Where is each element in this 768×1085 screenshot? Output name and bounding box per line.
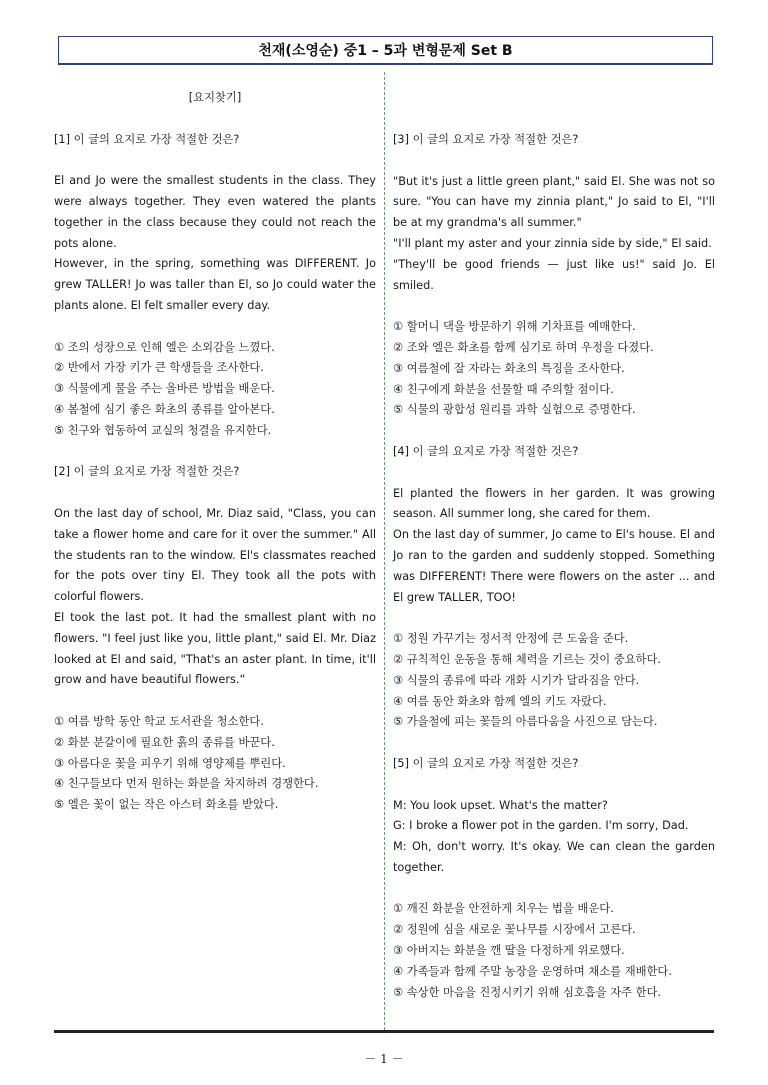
choice-2: ② 조와 엘은 화초를 함께 심기로 하며 우정을 다졌다. [393,340,654,354]
choice-3: ③ 아름다운 꽃을 피우기 위해 영양제를 뿌린다. [54,756,286,770]
choice-2: ② 반에서 가장 키가 큰 학생들을 조사한다. [54,361,264,375]
answer-choices [393,629,715,733]
question-1 [54,130,376,442]
answer-choices [393,317,715,421]
question-prompt: [1] 이 글의 요지로 가장 적절한 것은? [54,132,240,146]
passage [393,172,715,297]
choice-3: ③ 아버지는 화분을 깬 딸을 다정하게 위로했다. [393,944,625,958]
passage-paragraph: "But it's just a little green plant," said El. She was not so sure. "You can have my zinnia plant," Jo said to El, "I'll be at my grandma's all summer." [393,174,715,230]
choice-5: ⑤ 가을철에 피는 꽃들의 아름다움을 사진으로 담는다. [393,715,658,729]
choice-5: ⑤ 엘은 꽃이 없는 작은 아스터 화초를 받았다. [54,798,279,812]
passage-paragraph: "I'll plant my aster and your zinnia side by side," El said. [393,236,712,250]
passage-paragraph: M: Oh, don't worry. It's okay. We can clean the garden together. [393,840,715,874]
question-3 [393,130,715,421]
question-prompt: [5] 이 글의 요지로 가장 적절한 것은? [393,756,579,770]
answer-choices [54,712,376,816]
question-2 [54,462,376,816]
choice-1: ① 조의 성장으로 인해 엘은 소외감을 느꼈다. [54,340,275,354]
choice-2: ② 정원에 심을 새로운 꽃나무를 시장에서 고른다. [393,923,636,937]
choice-4: ④ 봄철에 심기 좋은 화초의 종류를 알아본다. [54,402,275,416]
choice-2: ② 규칙적인 운동을 통해 체력을 기르는 것이 중요하다. [393,652,662,666]
passage-paragraph: M: You look upset. What's the matter? [393,798,608,812]
passage-paragraph: El planted the flowers in her garden. It was growing season. All summer long, she cared for them. [393,486,715,521]
choice-2: ② 화분 분갈이에 필요한 흙의 종류를 바꾼다. [54,735,275,749]
question-prompt: [2] 이 글의 요지로 가장 적절한 것은? [54,465,240,479]
choice-4: ④ 친구에게 화분을 선물할 때 주의할 점이다. [393,382,614,396]
choice-1: ① 정원 가꾸기는 정서적 안정에 큰 도움을 준다. [393,632,629,646]
passage-paragraph: El and Jo were the smallest students in the class. They were always together. They even watered the plants together in the class because they could not reach the pots alone. [54,174,376,250]
page-title: 천재(소영순) 중1 – 5과 변형문제 Set B [58,36,713,65]
footer-rule [54,1030,714,1033]
question-prompt: [4] 이 글의 요지로 가장 적절한 것은? [393,444,579,458]
page-number: － 1 － [364,1052,404,1066]
choice-5: ⑤ 친구와 협동하여 교실의 청결을 유지한다. [54,423,272,437]
choice-4: ④ 여름 동안 화초와 함께 엘의 키도 자랐다. [393,694,607,708]
left-column [54,88,376,837]
passage-paragraph: However, in the spring, something was DIFFERENT. Jo grew TALLER! Jo was taller than El, so Jo could water the plants alone. El felt smaller every day. [54,257,376,312]
passage-paragraph: G: I broke a flower pot in the garden. I'm sorry, Dad. [393,819,689,833]
passage [54,504,376,691]
choice-5: ⑤ 속상한 마음을 진정시키기 위해 심호흡을 자주 한다. [393,985,662,999]
question-prompt: [3] 이 글의 요지로 가장 적절한 것은? [393,133,579,146]
choice-1: ① 할머니 댁을 방문하기 위해 기차표를 예매한다. [393,320,636,334]
passage-paragraph: El took the last pot. It had the smallest plant with no flowers. "I feel just like you, little plant," said El. Mr. Diaz looked at El and said, "That's an aster plant. In time, it'll grow and have beautiful flowers.“ [54,610,376,687]
question-4 [393,442,715,733]
right-column [393,130,715,1024]
column-divider [384,72,385,1030]
answer-choices [393,899,715,1003]
question-5 [393,754,715,1004]
passage-paragraph: On the last day of summer, Jo came to El's house. El and Jo ran to the garden and suddenly stopped. Something was DIFFERENT! There were flowers on the aster ... and El grew TALLER, TOO! [393,528,715,604]
passage-paragraph: "They'll be good friends — just like us!" said Jo. El smiled. [393,257,715,292]
passage [393,796,715,879]
choice-1: ① 깨진 화분을 안전하게 치우는 법을 배운다. [393,902,614,916]
answer-choices [54,338,376,442]
passage-paragraph: On the last day of school, Mr. Diaz said, "Class, you can take a flower home and care for it over the summer." All the students ran to the window. El's classmates reached for the pots over tiny El. They took all the pots with colorful flowers. [54,506,376,604]
choice-5: ⑤ 식물의 광합성 원리를 과학 실험으로 증명한다. [393,403,636,417]
choice-4: ④ 가족들과 함께 주말 농장을 운영하며 채소를 재배한다. [393,964,672,978]
passage [54,171,376,317]
choice-3: ③ 여름철에 잘 자라는 화초의 특징을 조사한다. [393,361,625,375]
choice-1: ① 여름 방학 동안 학교 도서관을 청소한다. [54,714,264,728]
choice-3: ③ 식물의 종류에 따라 개화 시기가 달라짐을 안다. [393,673,640,687]
choice-3: ③ 식물에게 물을 주는 올바른 방법을 배운다. [54,382,275,396]
passage [393,484,715,609]
section-heading: [요지찾기] [188,91,242,104]
choice-4: ④ 친구들보다 먼저 원하는 화분을 차지하려 경쟁한다. [54,777,319,791]
